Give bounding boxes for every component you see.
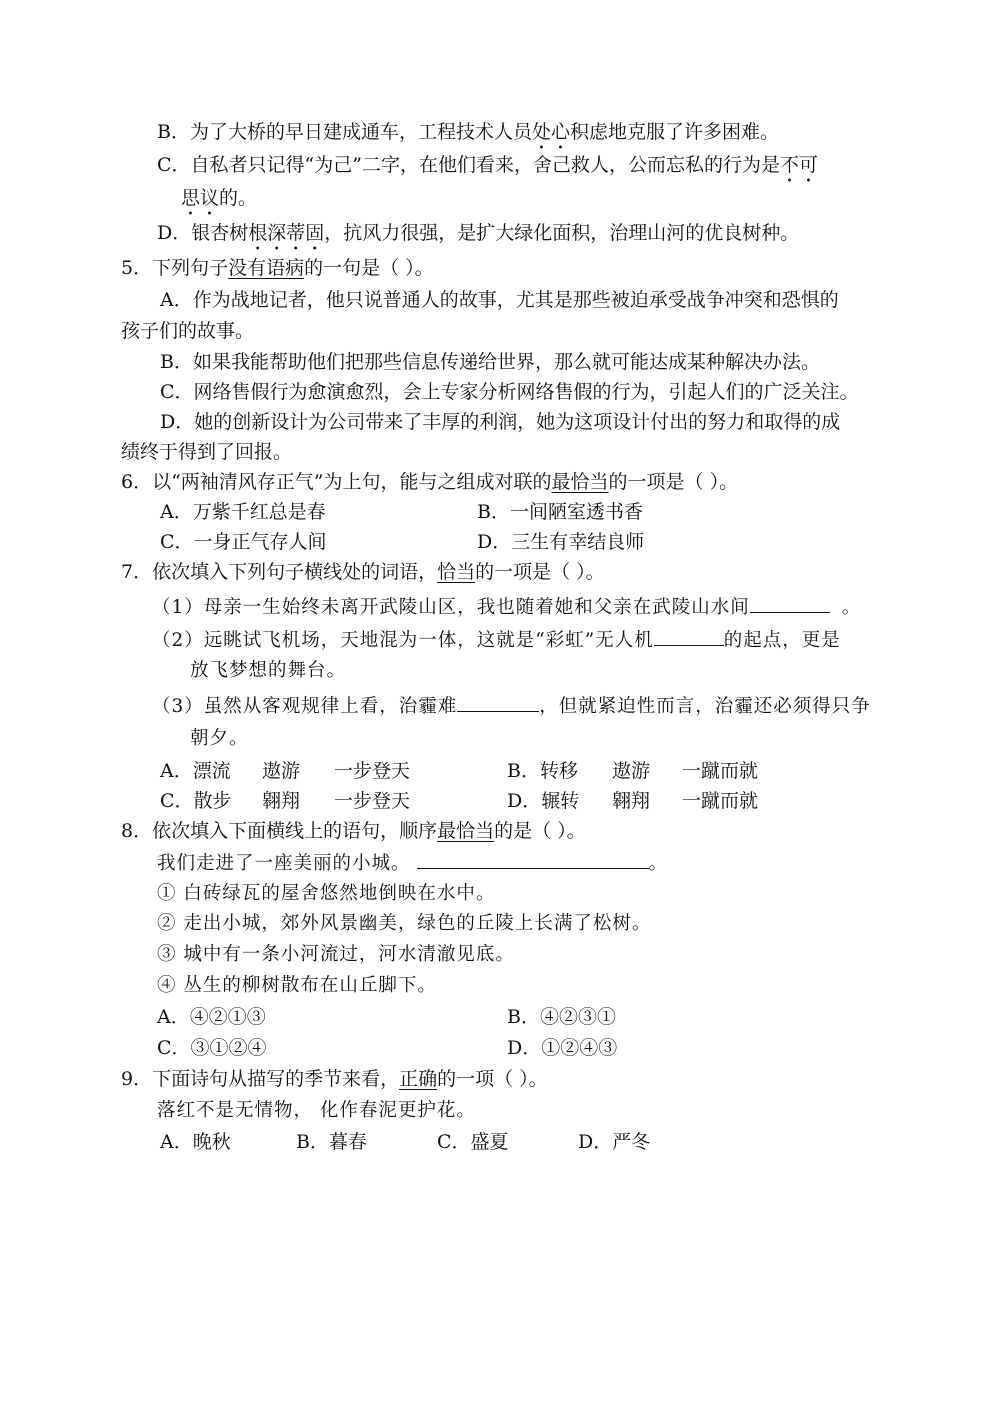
q7-s3-text: （3）虽然从客观规律上看，治霾难 xyxy=(152,696,458,717)
q7-s2-end: 的起点，更是 xyxy=(723,630,841,651)
q5-stem xyxy=(121,255,434,281)
q7-stem-underline: 恰当 xyxy=(437,561,476,583)
q4-d-text-end: ，抗风力很强，是扩大绿化面积，治理山河的优良树种。 xyxy=(324,222,800,244)
q5-option-d-line1: D．她的创新设计为公司带来了丰厚的利润，她为这项设计付出的努力和取得的成 xyxy=(160,411,841,433)
q8-stem xyxy=(121,818,586,844)
q7-b-word2: 遨游 xyxy=(612,760,651,782)
q7-d-word3: 一蹴而就 xyxy=(682,790,759,812)
q7-sentence-2-cont: 放飞梦想的舞台。 xyxy=(190,660,347,681)
q7-s1-end: 。 xyxy=(841,597,862,618)
q7-d-word2: 翱翔 xyxy=(612,790,651,812)
q5-option-c: C．网络售假行为愈演愈烈，会上专家分析网络售假的行为，引起人们的广泛关注。 xyxy=(160,381,859,403)
q7-a-word2: 遨游 xyxy=(262,760,301,782)
q6-stem-text: 6．以“两袖清风存正气”为上句，能与之组成对联的 xyxy=(121,471,552,493)
q9-option-d: D．严冬 xyxy=(578,1131,651,1153)
q9-stem-text: 9．下面诗句从描写的季节来看， xyxy=(121,1068,400,1090)
q7-s3-blank xyxy=(457,693,539,712)
q4-c-dotted: 不可 xyxy=(779,154,818,176)
q8-option-c: C．③①②④ xyxy=(157,1037,267,1059)
q7-sentence-3 xyxy=(152,693,871,720)
q4-option-d xyxy=(157,220,799,255)
q9-stem-end: 的一项（ ）。 xyxy=(437,1068,548,1090)
q7-a-word3: 一步登天 xyxy=(334,760,411,782)
q9-option-a: A．晚秋 xyxy=(160,1131,231,1153)
q6-option-d: D．三生有幸结良师 xyxy=(477,531,645,553)
q5-option-a-line1: A．作为战地记者，他只说普通人的故事，尤其是那些被迫承受战争冲突和恐惧的 xyxy=(160,289,839,311)
q4-c-text-end: 的。 xyxy=(219,187,258,209)
q7-b-word1: B．转移 xyxy=(507,760,578,782)
q4-b-dotted: 处心 xyxy=(531,121,570,143)
q4-option-c-line2 xyxy=(181,185,257,220)
q9-stem xyxy=(121,1066,548,1092)
q5-option-d-line2: 绩终于得到了回报。 xyxy=(121,441,293,463)
q8-item-2: ② 走出小城，郊外风景幽美，绿色的丘陵上长满了松树。 xyxy=(157,913,652,934)
q5-option-a-line2: 孩子们的故事。 xyxy=(121,320,255,342)
q7-sentence-1 xyxy=(152,594,861,621)
q8-option-b: B．④②③① xyxy=(507,1006,616,1028)
q9-stem-underline: 正确 xyxy=(399,1068,438,1090)
q7-s2-text: （2）远眺试飞机场，天地混为一体，这就是“彩虹”无人机 xyxy=(152,630,654,651)
q7-stem xyxy=(121,559,605,585)
q5-stem-text: 5．下列句子 xyxy=(121,257,229,279)
q7-option-b xyxy=(507,758,758,784)
q8-stem-text: 8．依次填入下面横线上的语句，顺序 xyxy=(121,820,438,842)
q7-option-a xyxy=(160,758,410,784)
q7-c-word2: 翱翔 xyxy=(262,790,301,812)
q8-lead-text: 我们走进了一座美丽的小城。 xyxy=(157,853,411,874)
q4-b-text: B．为了大桥的早日建成通车，工程技术人员 xyxy=(157,121,532,143)
q5-stem-underline: 没有语病 xyxy=(228,257,305,279)
q7-c-word1: C．散步 xyxy=(160,790,232,812)
q5-option-b: B．如果我能帮助他们把那些信息传递给世界，那么就可能达成某种解决办法。 xyxy=(160,351,820,373)
q7-s1-text: （1）母亲一生始终未离开武陵山区，我也随着她和父亲在武陵山水间 xyxy=(152,597,750,618)
q8-lead-end: 。 xyxy=(648,853,669,874)
q8-item-1: ① 白砖绿瓦的屋舍悠然地倒映在水中。 xyxy=(157,883,496,904)
q7-d-word1: D．辗转 xyxy=(507,790,580,812)
q7-sentence-2 xyxy=(152,627,841,654)
q4-d-dotted: 根深蒂固 xyxy=(248,222,325,244)
q4-option-b xyxy=(157,119,779,154)
q8-stem-underline: 最恰当 xyxy=(437,820,495,842)
q8-option-d: D．①②④③ xyxy=(507,1037,618,1059)
q6-stem xyxy=(121,469,738,495)
q7-s3-end: ，但就紧迫性而言，治霾还必须得只争 xyxy=(539,696,871,717)
q4-c-text: C．自私者只记得“为己”二字，在他们看来，舍己救人，公而忘私的行为是 xyxy=(157,154,780,176)
q7-a-word1: A．漂流 xyxy=(160,760,231,782)
q6-option-a: A．万紫千红总是春 xyxy=(160,501,326,523)
q8-item-3: ③ 城中有一条小河流过，河水清澈见底。 xyxy=(157,944,515,965)
q4-option-c-line1 xyxy=(157,152,818,187)
q8-item-4: ④ 丛生的柳树散布在山丘脚下。 xyxy=(157,975,437,996)
q7-option-d xyxy=(507,788,758,814)
q8-stem-end: 的是（ ）。 xyxy=(494,820,586,842)
q7-s2-blank xyxy=(654,627,724,646)
q7-b-word3: 一蹴而就 xyxy=(682,760,759,782)
q6-option-c: C．一身正气存人间 xyxy=(160,531,327,553)
q9-poem: 落红不是无情物， 化作春泥更护花。 xyxy=(157,1100,476,1121)
q4-c-dotted-2: 思议 xyxy=(181,187,220,209)
q7-stem-text: 7．依次填入下列句子横线处的词语， xyxy=(121,561,438,583)
q8-option-a: A．④②①③ xyxy=(157,1006,266,1028)
q7-stem-end: 的一项是（ ）。 xyxy=(475,561,605,583)
q7-option-c xyxy=(160,788,410,814)
q4-d-text: D．银杏树 xyxy=(157,222,249,244)
q8-lead xyxy=(157,850,668,877)
q8-lead-blank xyxy=(417,850,649,869)
q4-b-text-end: 积虑地克服了许多困难。 xyxy=(569,121,779,143)
q7-c-word3: 一步登天 xyxy=(334,790,411,812)
q9-option-c: C．盛夏 xyxy=(437,1131,509,1153)
q7-s1-blank xyxy=(750,594,830,613)
q7-sentence-3-cont: 朝夕。 xyxy=(190,728,249,749)
q6-stem-underline: 最恰当 xyxy=(551,471,609,493)
q6-stem-end: 的一项是（ ）。 xyxy=(608,471,739,493)
q6-option-b: B．一间陋室透书香 xyxy=(477,501,643,523)
q5-stem-end: 的一句是（ ）。 xyxy=(304,257,434,279)
q9-option-b: B．暮春 xyxy=(296,1131,367,1153)
